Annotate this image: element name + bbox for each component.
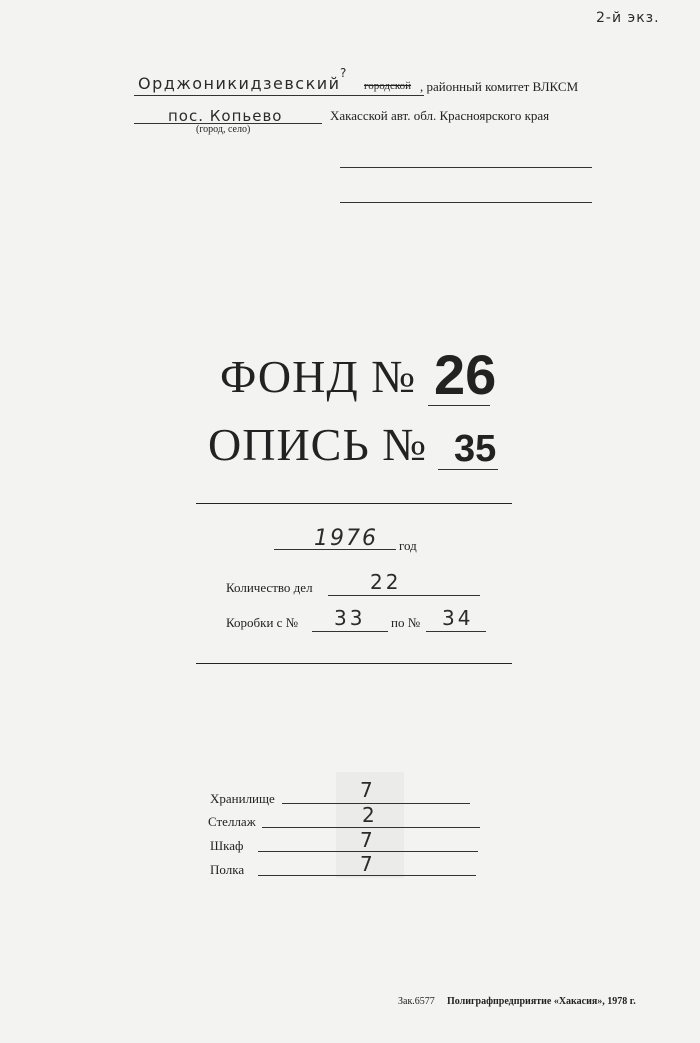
cases-underline [328,595,480,596]
rack-value: 2 [362,803,375,827]
boxes-from-underline [312,631,388,632]
copy-note: 2-й экз. [596,10,660,26]
opis-number: 35 [454,428,497,470]
fond-number-underline [428,405,490,406]
fond-label: ФОНД № [220,351,417,402]
blank-line-1 [340,167,592,168]
district-name-handwritten: Орджоникидзевский [138,74,341,93]
district-underline [134,95,424,96]
boxes-from-value: 33 [334,606,366,630]
boxes-from-label: Коробки с № [226,615,299,630]
fond-number: 26 [434,343,497,406]
boxes-to-value: 34 [442,606,474,630]
divider-top [196,503,512,504]
settlement-caption: (город, село) [196,124,251,135]
boxes-to-label: по № [391,615,421,630]
year-underline [274,549,396,550]
settlement-handwritten: пос. Копьево [168,107,283,125]
blank-line-2 [340,202,592,203]
shelf-label: Полка [210,862,245,877]
printer-imprint: Полиграфпредприятие «Хакасия», 1978 г. [447,996,636,1007]
cabinet-value: 7 [360,828,373,852]
struck-word: городской [364,80,412,92]
shelf-value: 7 [360,852,373,876]
divider-bottom [196,663,512,664]
opis-number-underline [438,469,498,470]
storage-label: Хранилище [210,791,275,806]
print-order: Зак.6577 [398,996,435,1007]
cases-label: Количество дел [226,580,313,595]
year-value: 1976 [314,526,378,551]
rack-label: Стеллаж [208,814,256,829]
storage-value: 7 [360,778,373,802]
region-text: Хакасской авт. обл. Красноярского края [330,108,550,123]
year-suffix: год [399,538,417,553]
opis-label: ОПИСЬ № [208,419,428,470]
cabinet-label: Шкаф [210,838,244,853]
storage-underline [282,803,470,804]
cases-value: 22 [370,570,402,594]
shelf-underline [258,875,476,876]
question-mark: ? [340,66,347,80]
boxes-to-underline [426,631,486,632]
committee-text: , районный комитет ВЛКСМ [420,79,579,94]
